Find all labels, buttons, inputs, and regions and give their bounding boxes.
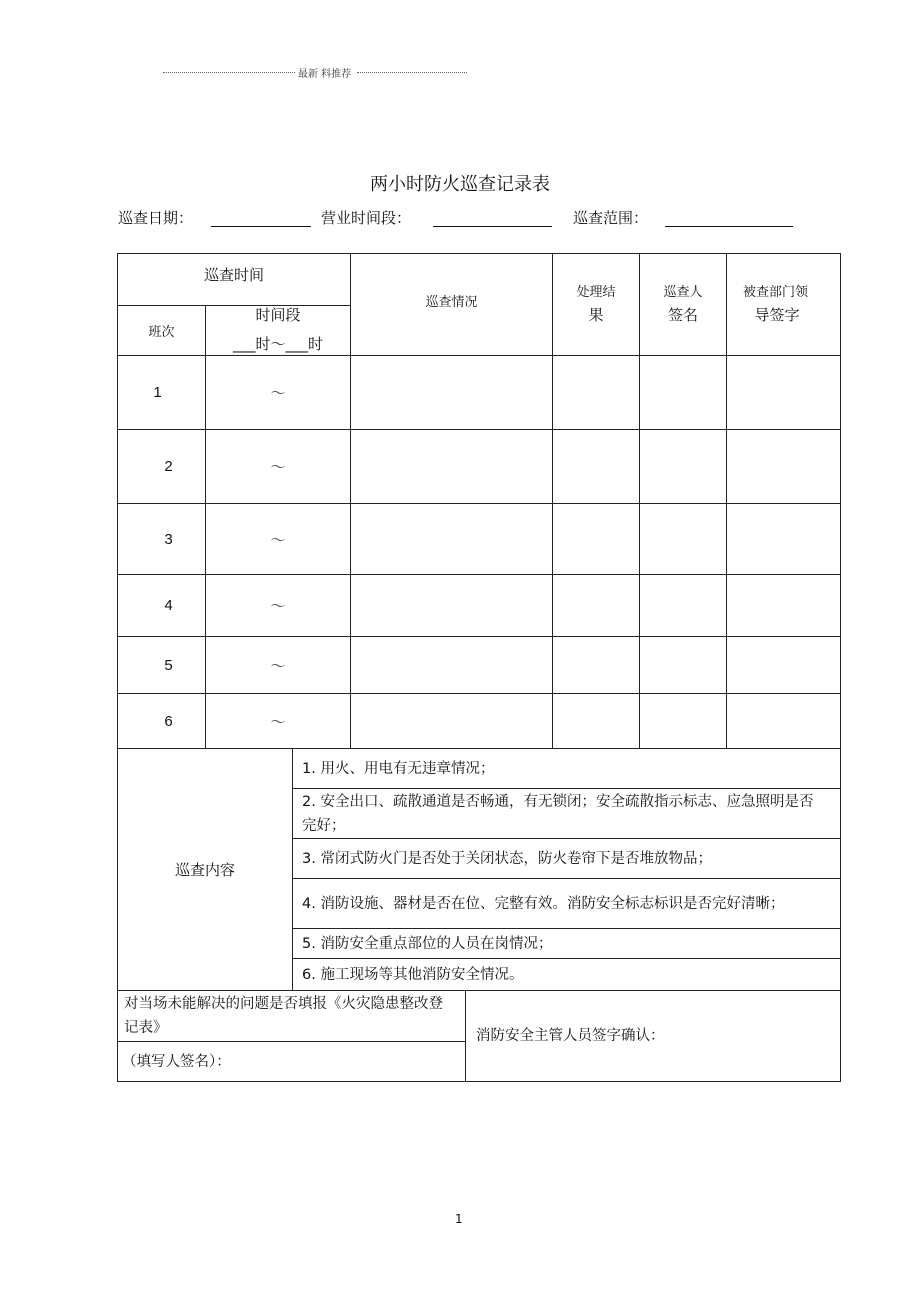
shift-cell: 5 [164,656,173,674]
inspector-header-line1: 巡查人 [663,284,703,300]
shift-cell: 6 [164,712,173,730]
shift-cell: 2 [164,458,173,475]
period-cell[interactable]: ～ [270,458,286,476]
hours-field[interactable] [433,226,552,227]
result-header-line2: 果 [588,305,604,324]
filler-signature-field[interactable]: （填写人签名）： [122,1053,231,1070]
shift-cell: 4 [164,597,173,614]
page-number: 1 [455,1212,463,1226]
period-header: 时间段 [255,305,301,324]
period-cell[interactable]: ～ [270,530,286,549]
date-label: 巡查日期： [118,209,194,227]
period-cell[interactable]: ～ [270,597,286,615]
dept-header-line1: 被查部门领 [742,284,808,300]
content-item: 4. 消防设施、器材是否在位、完整有效。消防安全标志标识是否完好清晰； [302,895,785,912]
manager-confirm-field[interactable]: 消防安全主管人员签字确认： [476,1028,665,1044]
period-format: ___时～___时 [232,334,323,353]
page-title: 两小时防火巡查记录表 [370,174,550,195]
header-text: 最新 料推荐 [297,65,352,80]
period-cell[interactable]: ～ [270,712,286,731]
shift-cell: 3 [164,530,173,548]
content-item: 3. 常闭式防火门是否处于关闭状态，防火卷帘下是否堆放物品； [302,850,712,867]
header-rule-left [163,72,295,73]
scope-field[interactable] [665,226,793,227]
header-rule-right [357,72,467,73]
content-item: 1. 用火、用电有无违章情况； [302,760,495,777]
result-header-line1: 处理结 [576,284,616,300]
hazard-report-question: 对当场未能解决的问题是否填报《火灾隐患整改登记表》 [124,996,443,1036]
shift-header: 班次 [148,325,175,340]
situation-header: 巡查情况 [425,294,478,310]
content-item: 6. 施工现场等其他消防安全情况。 [302,966,524,983]
shift-cell: 1 [153,384,162,401]
period-cell[interactable]: ～ [270,656,286,675]
period-cell[interactable]: ～ [270,384,286,402]
content-item: 2. 安全出口、疏散通道是否畅通，有无锁闭；安全疏散指示标志、应急照明是否完好； [302,793,814,834]
content-label: 巡查内容 [174,861,235,879]
scope-label: 巡查范围： [573,209,649,227]
dept-header-line2: 导签字 [754,305,800,324]
hours-label: 营业时间段： [321,209,412,227]
patrol-time-header: 巡查时间 [203,265,264,284]
inspector-header-line2: 签名 [667,305,698,324]
date-field[interactable] [211,226,311,227]
content-item: 5. 消防安全重点部位的人员在岗情况； [302,935,553,952]
